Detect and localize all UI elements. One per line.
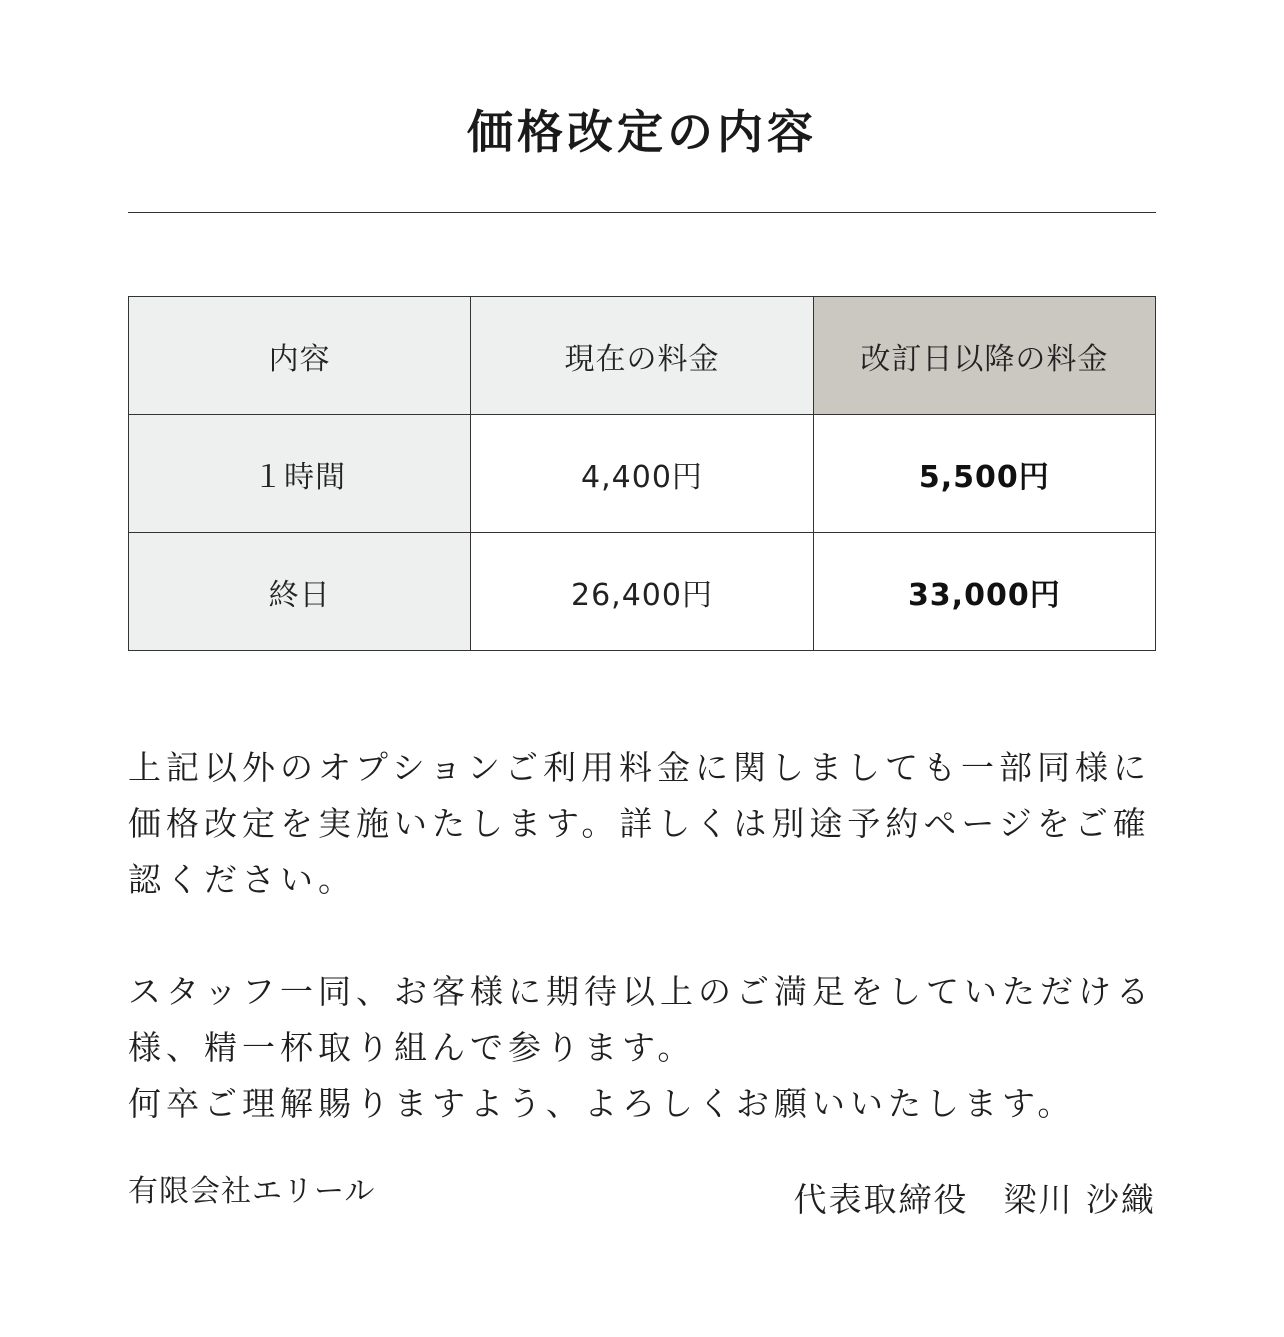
row-label: 終日: [129, 533, 471, 651]
table-row: [129, 415, 1156, 533]
page-title: 価格改定の内容: [467, 105, 817, 159]
title-divider: [128, 212, 1156, 213]
staff-message-text: スタッフ一同、お客様に期待以上のご満足をしていただける様、精一杯取り組んで参ります。: [128, 972, 1154, 1067]
header-current-price: 現在の料金: [471, 297, 813, 415]
header-content: 内容: [129, 297, 471, 415]
current-price: 26,400円: [471, 533, 813, 651]
request-text: 何卒ご理解賜りますよう、よろしくお願いいたします。: [128, 1084, 1076, 1123]
table-row: [129, 533, 1156, 651]
row-label: １時間: [129, 415, 471, 533]
revised-price: 5,500円: [813, 415, 1155, 533]
price-table: [128, 296, 1156, 651]
table-header-row: [129, 297, 1156, 415]
options-notice-text: 上記以外のオプションご利用料金に関しましても一部同様に価格改定を実施いたします。詳しくは別途予約ページをご確認ください。: [128, 748, 1152, 899]
revised-price: 33,000円: [813, 533, 1155, 651]
current-price: 4,400円: [471, 415, 813, 533]
header-revised-price: 改訂日以降の料金: [813, 297, 1155, 415]
signer-name: 代表取締役 梁川 沙織: [793, 1180, 1156, 1219]
company-name: 有限会社エリール: [128, 1174, 376, 1209]
